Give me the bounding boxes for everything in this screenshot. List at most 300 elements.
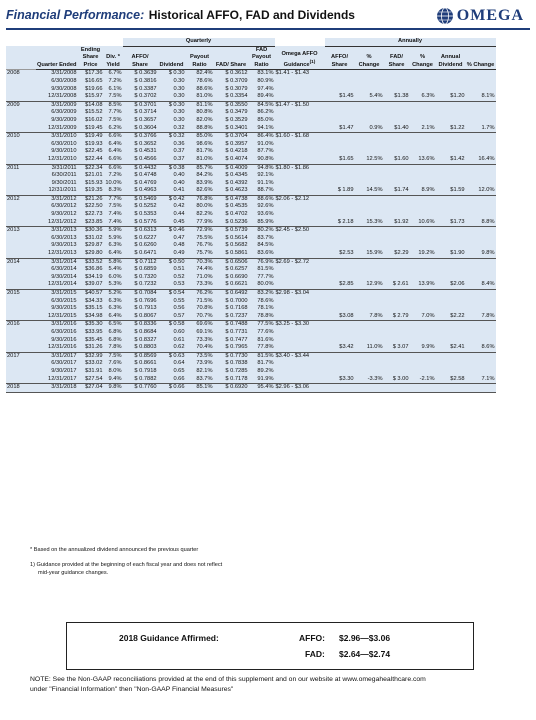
cell-yield: 8.3%	[104, 187, 123, 195]
cell-annual-affo-chg	[355, 258, 384, 266]
cell-annual-affo	[325, 352, 355, 360]
cell-price: $35.45	[78, 337, 104, 345]
cell-annual-affo-chg	[355, 101, 384, 109]
cell-annual-fad: $2.29	[384, 250, 410, 258]
cell-fp: 83.2%	[249, 290, 275, 298]
cell-affo: $ 0.3702	[123, 93, 158, 101]
table-row	[6, 376, 496, 384]
cell-price: $27.54	[78, 376, 104, 384]
cell-annual-fad-chg	[410, 86, 436, 94]
cell-annual-div-chg	[466, 305, 496, 313]
cell-price: $17.36	[78, 70, 104, 78]
cell-annual-fad-chg	[410, 227, 436, 235]
cell-annual-div-chg: 7.8%	[466, 313, 496, 321]
cell-div: 0.66	[158, 376, 186, 384]
cell-annual-affo-chg: 7.8%	[355, 313, 384, 321]
cell-annual-div	[436, 180, 466, 188]
cell-div: 0.51	[158, 266, 186, 274]
cell-annual-affo	[325, 384, 355, 393]
cell-affo: $ 0.7084	[123, 290, 158, 298]
cell-div: $ 0.46	[158, 227, 186, 235]
cell-ap: 80.8%	[186, 109, 214, 117]
cell-ap: 88.8%	[186, 125, 214, 133]
cell-price: $19.66	[78, 86, 104, 94]
cell-fad: $ 0.3704	[214, 133, 249, 141]
cell-fad: $ 0.4345	[214, 172, 249, 180]
cell-ap: 85.0%	[186, 133, 214, 141]
cell-annual-fad: $1.38	[384, 93, 410, 101]
cell-fad: $ 0.4074	[214, 156, 249, 164]
cell-guidance	[275, 125, 325, 133]
cell-annual-div-chg	[466, 360, 496, 368]
cell-date: 12/31/2016	[36, 344, 78, 352]
year-cell	[6, 211, 36, 219]
cell-annual-div	[436, 329, 466, 337]
cell-annual-fad-chg	[410, 133, 436, 141]
cell-fad: $ 0.5682	[214, 242, 249, 250]
table-row	[6, 258, 496, 266]
cell-price: $19.93	[78, 141, 104, 149]
cell-annual-div: $2.41	[436, 344, 466, 352]
cell-annual-div-chg	[466, 337, 496, 345]
cell-fp: 81.6%	[249, 337, 275, 345]
cell-annual-div	[436, 352, 466, 360]
cell-date: 3/31/2008	[36, 70, 78, 78]
cell-fad: $ 0.3479	[214, 109, 249, 117]
logo-wordmark: OMEGA	[456, 7, 524, 24]
cell-affo: $ 0.4769	[123, 180, 158, 188]
cell-annual-fad-chg	[410, 180, 436, 188]
cell-ap: 98.6%	[186, 141, 214, 149]
footer-line-1: NOTE: See the Non-GAAP reconciliations provided at the end of this supplement and on our website at www.omegahealthcare.com	[30, 676, 426, 683]
cell-annual-fad-chg	[410, 305, 436, 313]
cell-affo: $ 0.8569	[123, 352, 158, 360]
cell-date: 12/31/2011	[36, 187, 78, 195]
cell-date: 3/31/2011	[36, 164, 78, 172]
page-header	[6, 6, 530, 28]
cell-annual-fad-chg	[410, 368, 436, 376]
cell-div: 0.45	[158, 219, 186, 227]
cell-price: $34.33	[78, 298, 104, 306]
cell-annual-div	[436, 203, 466, 211]
cell-annual-div-chg: 8.8%	[466, 219, 496, 227]
cell-annual-fad-chg	[410, 203, 436, 211]
col-fad-payout-ratio: FAD Payout Ratio	[249, 46, 275, 70]
table-row	[6, 321, 496, 329]
cell-price: $34.19	[78, 274, 104, 282]
cell-annual-div-chg	[466, 258, 496, 266]
col-quarter-ended: Quarter Ended	[36, 46, 78, 70]
cell-div: $ 0.30	[158, 101, 186, 109]
year-cell	[6, 117, 36, 125]
cell-annual-fad	[384, 203, 410, 211]
year-cell: 2016	[6, 321, 36, 329]
cell-annual-div-chg	[466, 148, 496, 156]
cell-price: $19.35	[78, 187, 104, 195]
cell-fad: $ 0.6621	[214, 281, 249, 289]
col-affo-guidance	[275, 46, 325, 70]
cell-yield: 5.4%	[104, 266, 123, 274]
cell-annual-fad-chg	[410, 109, 436, 117]
cell-date: 9/30/2013	[36, 242, 78, 250]
cell-fad: $ 0.7965	[214, 344, 249, 352]
cell-fp: 91.1%	[249, 180, 275, 188]
cell-date: 12/31/2009	[36, 125, 78, 133]
year-cell: 2014	[6, 258, 36, 266]
cell-annual-affo	[325, 329, 355, 337]
cell-annual-affo-chg	[355, 78, 384, 86]
cell-annual-affo	[325, 133, 355, 141]
cell-date: 3/31/2012	[36, 195, 78, 203]
cell-annual-fad-chg: 10.6%	[410, 219, 436, 227]
cell-annual-affo-chg	[355, 211, 384, 219]
cell-annual-fad-chg	[410, 70, 436, 78]
cell-date: 12/31/2013	[36, 250, 78, 258]
cell-guidance	[275, 203, 325, 211]
cell-annual-div	[436, 86, 466, 94]
cell-date: 9/30/2008	[36, 86, 78, 94]
cell-annual-affo	[325, 109, 355, 117]
cell-fad: $ 0.6257	[214, 266, 249, 274]
cell-fp: 85.9%	[249, 219, 275, 227]
cell-annual-affo	[325, 78, 355, 86]
cell-div: 0.57	[158, 313, 186, 321]
cell-div: $ 0.58	[158, 321, 186, 329]
table-row	[6, 313, 496, 321]
cell-yield: 6.6%	[104, 156, 123, 164]
year-cell	[6, 250, 36, 258]
table-row	[6, 227, 496, 235]
cell-ap: 76.7%	[186, 242, 214, 250]
cell-date: 9/30/2016	[36, 337, 78, 345]
cell-ap: 70.8%	[186, 305, 214, 313]
guidance-affo-label: AFFO:	[299, 633, 325, 643]
cell-date: 3/31/2016	[36, 321, 78, 329]
cell-affo: $ 0.3639	[123, 70, 158, 78]
cell-ap: 83.9%	[186, 180, 214, 188]
cell-annual-affo-chg: 15.9%	[355, 250, 384, 258]
cell-annual-fad: $ 2.79	[384, 313, 410, 321]
table-row	[6, 281, 496, 289]
cell-annual-fad: $ 3.00	[384, 376, 410, 384]
cell-affo: $ 0.3387	[123, 86, 158, 94]
cell-yield: 6.6%	[104, 133, 123, 141]
cell-guidance	[275, 148, 325, 156]
cell-annual-fad	[384, 274, 410, 282]
cell-annual-affo-chg	[355, 368, 384, 376]
year-cell	[6, 329, 36, 337]
financial-table	[6, 38, 496, 393]
cell-div: 0.60	[158, 329, 186, 337]
cell-fp: 77.5%	[249, 321, 275, 329]
cell-div: 0.37	[158, 156, 186, 164]
cell-div: 0.36	[158, 141, 186, 149]
cell-affo: $ 0.6260	[123, 242, 158, 250]
cell-annual-affo-chg	[355, 321, 384, 329]
cell-affo: $ 0.7913	[123, 305, 158, 313]
col-fad-share: FAD/ Share	[214, 46, 249, 70]
cell-yield: 10.0%	[105, 179, 122, 186]
cell-div: 0.48	[158, 242, 186, 250]
cell-div: 0.53	[158, 281, 186, 289]
cell-annual-div-chg	[466, 70, 496, 78]
cell-fp: 90.8%	[249, 156, 275, 164]
cell-annual-div: $1.59	[436, 187, 466, 195]
footnote-guidance-cont: mid-year guidance changes.	[38, 570, 109, 576]
cell-annual-fad-chg	[410, 274, 436, 282]
cell-guidance: $2.06 - $2.12	[275, 195, 325, 203]
cell-annual-fad	[384, 86, 410, 94]
cell-annual-affo	[325, 321, 355, 329]
cell-annual-affo-chg	[355, 227, 384, 235]
cell-price: $16.65	[78, 78, 104, 86]
cell-annual-fad-chg	[410, 195, 436, 203]
table-row	[6, 125, 496, 133]
cell-price: $21.01	[78, 172, 104, 180]
cell-guidance	[275, 337, 325, 345]
cell-annual-div	[436, 70, 466, 78]
cell-annual-affo-chg	[355, 180, 384, 188]
cell-annual-div	[436, 305, 466, 313]
cell-yield: 7.6%	[104, 360, 123, 368]
table-row	[6, 298, 496, 306]
cell-div: 0.49	[158, 250, 186, 258]
cell-annual-affo-chg	[355, 266, 384, 274]
cell-div: $ 0.63	[158, 352, 186, 360]
cell-annual-div-chg	[466, 141, 496, 149]
table-row	[6, 329, 496, 337]
cell-affo: $ 0.3701	[123, 101, 158, 109]
cell-affo: $ 0.7882	[123, 376, 158, 384]
cell-annual-affo-chg: 14.5%	[355, 187, 384, 195]
cell-annual-div-chg	[466, 164, 496, 172]
col-affo-share: AFFO/ Share	[123, 46, 158, 70]
cell-yield: 6.0%	[104, 274, 123, 282]
cell-affo: $ 0.4432	[123, 164, 158, 172]
cell-price: $36.86	[78, 266, 104, 274]
table-row	[6, 274, 496, 282]
cell-guidance	[275, 187, 325, 195]
footer-line-2: under "Financial Information" then "Non-GAAP Financial Measures"	[30, 686, 234, 693]
cell-annual-fad	[384, 172, 410, 180]
cell-price: $33.95	[78, 329, 104, 337]
cell-annual-fad-chg	[410, 172, 436, 180]
cell-affo: $ 0.4963	[123, 187, 158, 195]
cell-fp: 81.5%	[249, 352, 275, 360]
cell-date: 6/30/2016	[36, 329, 78, 337]
cell-guidance	[275, 141, 325, 149]
year-cell	[6, 148, 36, 156]
cell-fad: $ 0.3709	[214, 78, 249, 86]
cell-date: 6/30/2010	[36, 141, 78, 149]
cell-annual-affo: $ 1.89	[325, 187, 355, 195]
year-cell	[6, 368, 36, 376]
cell-annual-fad	[384, 195, 410, 203]
col-annual-fad: FAD/ Share	[384, 46, 410, 70]
cell-annual-affo	[325, 274, 355, 282]
cell-annual-fad	[384, 298, 410, 306]
cell-ap: 82.1%	[186, 368, 214, 376]
cell-fp: 89.4%	[249, 93, 275, 101]
guidance-label: 2018 Guidance Affirmed:	[119, 633, 219, 643]
cell-guidance	[275, 93, 325, 101]
cell-annual-affo-chg	[355, 242, 384, 250]
cell-guidance	[275, 305, 325, 313]
cell-date: 3/31/2014	[36, 258, 78, 266]
cell-date: 6/30/2014	[36, 266, 78, 274]
cell-div: 0.41	[158, 187, 186, 195]
year-cell	[6, 156, 36, 164]
cell-annual-div-chg: 12.0%	[466, 187, 496, 195]
cell-guidance: $2.69 - $2.72	[275, 258, 325, 266]
cell-guidance	[275, 235, 325, 243]
cell-fad: $ 0.7477	[214, 337, 249, 345]
cell-guidance	[275, 376, 325, 384]
cell-price: $22.73	[78, 211, 104, 219]
cell-price: $35.15	[78, 305, 104, 313]
cell-div: 0.47	[158, 235, 186, 243]
cell-annual-div	[436, 227, 466, 235]
cell-annual-div-chg	[466, 101, 496, 109]
cell-annual-div	[436, 211, 466, 219]
cell-price: $27.04	[78, 384, 104, 393]
year-cell	[6, 337, 36, 345]
cell-yield: 5.9%	[104, 235, 123, 243]
cell-annual-div-chg	[466, 298, 496, 306]
cell-fad: $ 0.5861	[214, 250, 249, 258]
cell-guidance	[275, 78, 325, 86]
col-payout-ratio: Payout Ratio	[186, 46, 214, 70]
cell-ap: 85.7%	[186, 164, 214, 172]
cell-affo: $ 0.6313	[123, 227, 158, 235]
cell-annual-div-chg	[466, 321, 496, 329]
year-cell	[6, 313, 36, 321]
cell-annual-div-chg	[466, 290, 496, 298]
year-cell	[6, 125, 36, 133]
guidance-box	[66, 622, 474, 670]
cell-annual-fad-chg: -2.1%	[410, 376, 436, 384]
cell-annual-fad: $ 2.61	[384, 281, 410, 289]
cell-annual-affo-chg: 5.4%	[355, 93, 384, 101]
cell-annual-fad	[384, 352, 410, 360]
cell-price: $22.34	[78, 164, 104, 172]
cell-fad: $ 0.4535	[214, 203, 249, 211]
cell-date: 3/31/2010	[36, 133, 78, 141]
cell-price: $23.85	[78, 219, 104, 227]
cell-price: $21.26	[78, 195, 104, 203]
cell-price: $15.93	[78, 180, 104, 188]
omega-globe-icon	[436, 7, 454, 25]
cell-div: $ 0.30	[158, 70, 186, 78]
cell-yield: 6.2%	[104, 125, 123, 133]
cell-yield: 7.7%	[104, 109, 123, 117]
cell-div: 0.40	[158, 172, 186, 180]
table-row	[6, 219, 496, 227]
cell-fad: $ 0.4702	[214, 211, 249, 219]
year-cell	[6, 298, 36, 306]
cell-annual-affo-chg	[355, 109, 384, 117]
cell-yield: 6.5%	[104, 321, 123, 329]
cell-ap: 84.2%	[186, 172, 214, 180]
group-annually: Annually	[325, 38, 496, 46]
cell-fp: 88.6%	[249, 195, 275, 203]
cell-fad: $ 0.7168	[214, 305, 249, 313]
cell-annual-affo: $1.65	[325, 156, 355, 164]
cell-guidance: $2.45 - $2.50	[275, 227, 325, 235]
cell-ap: 70.4%	[186, 344, 214, 352]
cell-div: 0.55	[158, 298, 186, 306]
cell-annual-fad	[384, 148, 410, 156]
cell-ap: 74.4%	[186, 266, 214, 274]
year-cell: 2013	[6, 227, 36, 235]
cell-annual-div	[436, 141, 466, 149]
cell-fad: $ 0.3354	[214, 93, 249, 101]
cell-annual-div: $1.20	[436, 93, 466, 101]
table-row	[6, 156, 496, 164]
table-body	[6, 70, 496, 392]
cell-div: $ 0.38	[158, 164, 186, 172]
cell-div: $ 0.32	[158, 133, 186, 141]
cell-fad: $ 0.4392	[214, 180, 249, 188]
cell-fp: 85.0%	[249, 117, 275, 125]
cell-price: $22.45	[78, 148, 104, 156]
cell-yield: 6.4%	[104, 313, 123, 321]
cell-annual-affo-chg	[355, 133, 384, 141]
footnote-guidance: 1) Guidance provided at the beginning of each fiscal year and does not reflect	[30, 562, 223, 568]
cell-affo: $ 0.6227	[123, 235, 158, 243]
col-annual-affo: AFFO/ Share	[325, 46, 355, 70]
cell-annual-fad: $1.60	[384, 156, 410, 164]
cell-ap: 80.0%	[186, 203, 214, 211]
cell-div: 0.30	[158, 109, 186, 117]
cell-yield: 6.6%	[104, 164, 123, 172]
cell-annual-fad-chg	[410, 211, 436, 219]
cell-annual-affo	[325, 360, 355, 368]
cell-div: 0.42	[158, 203, 186, 211]
cell-annual-fad-chg	[410, 258, 436, 266]
cell-annual-div-chg	[466, 266, 496, 274]
table-row	[6, 242, 496, 250]
cell-affo: $ 0.8803	[123, 344, 158, 352]
table-row	[6, 101, 496, 109]
cell-annual-div	[436, 148, 466, 156]
cell-annual-div-chg	[466, 227, 496, 235]
cell-annual-affo: $2.53	[325, 250, 355, 258]
cell-affo: $ 0.7232	[123, 281, 158, 289]
cell-date: 3/31/2018	[36, 384, 78, 393]
cell-ap: 70.7%	[186, 313, 214, 321]
cell-fp: 76.9%	[249, 258, 275, 266]
table-row	[6, 180, 496, 188]
year-cell	[6, 109, 36, 117]
cell-fp: 94.8%	[249, 164, 275, 172]
cell-annual-affo	[325, 180, 355, 188]
cell-fp: 87.7%	[249, 148, 275, 156]
cell-annual-affo	[325, 298, 355, 306]
cell-ap: 83.7%	[186, 376, 214, 384]
cell-annual-affo-chg: 11.0%	[355, 344, 384, 352]
cell-annual-affo-chg	[355, 195, 384, 203]
cell-annual-div-chg: 9.8%	[466, 250, 496, 258]
cell-annual-div	[436, 321, 466, 329]
cell-fad: $ 0.3079	[214, 86, 249, 94]
cell-div: 0.30	[158, 93, 186, 101]
cell-annual-fad	[384, 258, 410, 266]
page-title-prefix: Financial Performance:	[6, 8, 145, 22]
table-row	[6, 250, 496, 258]
cell-annual-div-chg: 7.1%	[466, 376, 496, 384]
cell-fp: 80.2%	[249, 227, 275, 235]
